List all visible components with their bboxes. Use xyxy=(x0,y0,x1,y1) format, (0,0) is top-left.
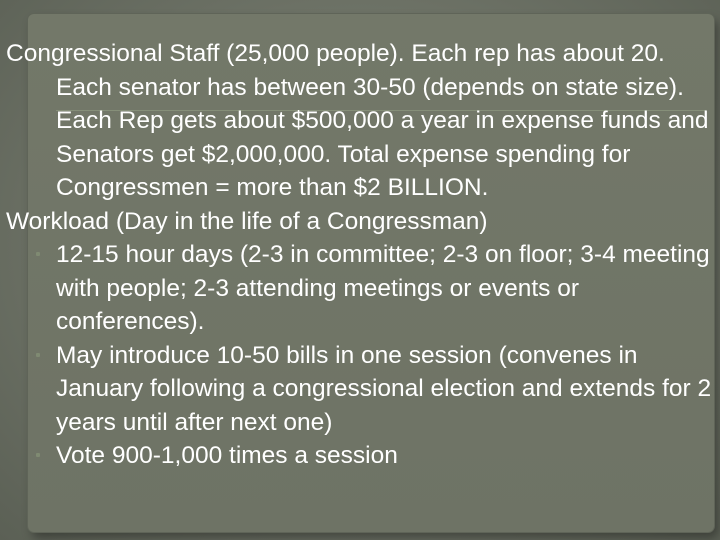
list-item-text: May introduce 10-50 bills in one session (convenes in January following a congressional election and extends for 2 years until after next one) xyxy=(56,341,712,436)
list-item-text: 12-15 hour days (2-3 in committee; 2-3 on floor; 3-4 meeting with people; 2-3 attending meetings or events or conferences). xyxy=(56,241,710,335)
bullet-icon xyxy=(36,252,40,256)
bullet-icon xyxy=(36,353,40,357)
list-item xyxy=(6,238,712,339)
list-item xyxy=(6,339,712,440)
slide-content xyxy=(6,37,712,473)
paragraph-workload-heading: Workload (Day in the life of a Congressman) xyxy=(6,207,488,235)
list-item xyxy=(6,439,712,473)
list-item-text: Vote 900-1,000 times a session xyxy=(56,442,398,469)
bullet-icon xyxy=(36,453,40,457)
paragraph-congressional-staff: Congressional Staff (25,000 people). Each rep has about 20. Each senator has between 30-50 (depends on state size). Each Rep gets about $500,000 a year in expense funds and Senators get $2,000,000. Total expense spending for Congressmen = more than $2 BILLION. xyxy=(6,40,709,201)
